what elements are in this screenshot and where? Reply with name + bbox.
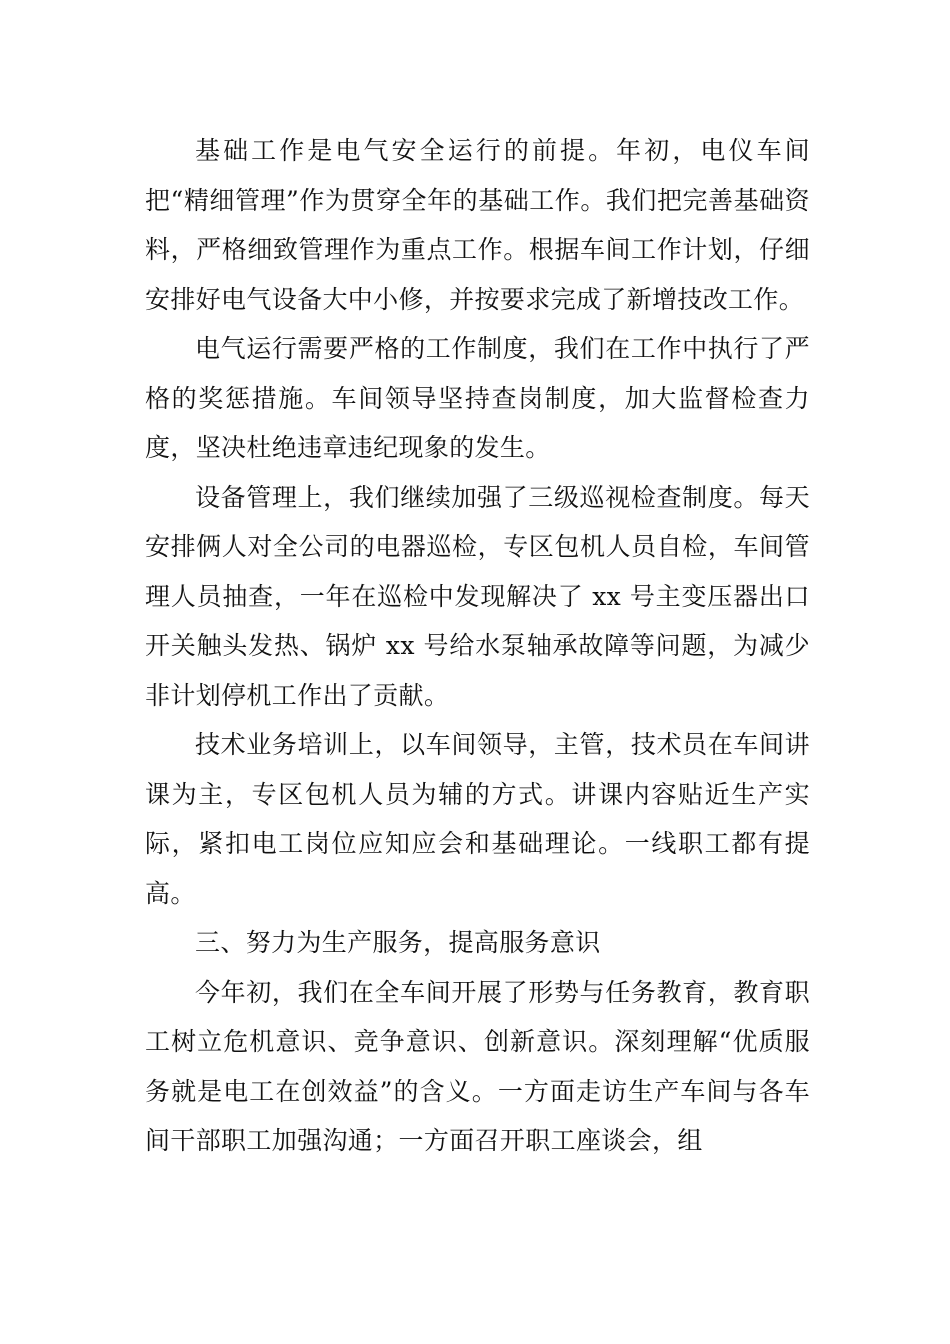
paragraph-equipment-management: 设备管理上，我们继续加强了三级巡视检查制度。每天安排俩人对全公司的电器巡检，专区包机人员自检，车间管理人员抽查，一年在巡检中发现解决了 xx 号主变压器出口开关触头发热、锅炉 xx 号给水泵轴承故障等问题，为减少非计划停机工作出了贡献。 bbox=[145, 482, 810, 710]
paragraph-foundation-work: 基础工作是电气安全运行的前提。年初，电仪车间把“精细管理”作为贯穿全年的基础工作。我们把完善基础资料，严格细致管理作为重点工作。根据车间工作计划，仔细安排好电气设备大中小修，并按要求完成了新增技改工作。 bbox=[145, 136, 810, 314]
document-body bbox=[145, 126, 810, 1166]
paragraph-work-system: 电气运行需要严格的工作制度，我们在工作中执行了严格的奖惩措施。车间领导坚持查岗制度，加大监督检查力度，坚决杜绝违章违纪现象的发生。 bbox=[145, 334, 810, 462]
section-heading-service: 三、努力为生产服务，提高服务意识 bbox=[195, 928, 601, 957]
paragraph-technical-training: 技术业务培训上，以车间领导，主管，技术员在车间讲课为主，专区包机人员为辅的方式。讲课内容贴近生产实际，紧扣电工岗位应知应会和基础理论。一线职工都有提高。 bbox=[145, 730, 810, 908]
paragraph-service-education: 今年初，我们在全车间开展了形势与任务教育，教育职工树立危机意识、竞争意识、创新意识。深刻理解“优质服务就是电工在创效益”的含义。一方面走访生产车间与各车间干部职工加强沟通；一方面召开职工座谈会，组 bbox=[145, 977, 810, 1155]
